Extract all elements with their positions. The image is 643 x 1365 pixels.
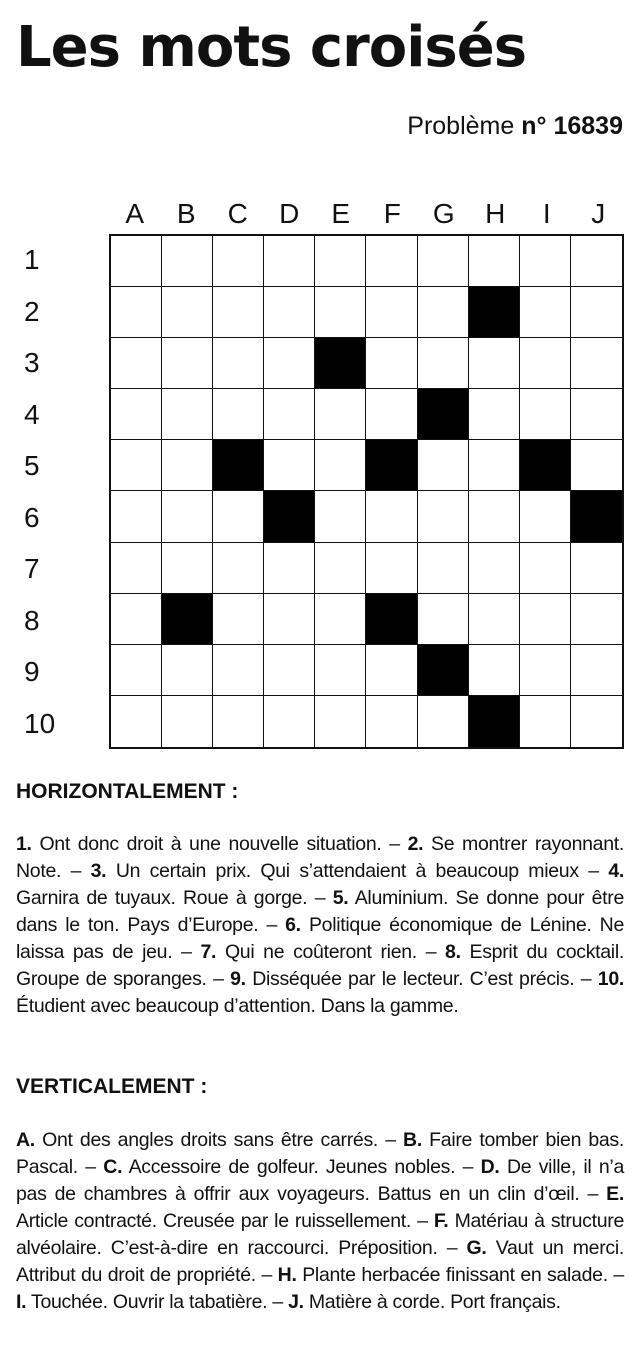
- grid-cell[interactable]: [162, 389, 213, 440]
- grid-cell[interactable]: [264, 645, 315, 696]
- grid-cell[interactable]: [111, 491, 162, 542]
- clue-number: 6.: [285, 914, 301, 936]
- problem-label: Problème: [407, 112, 515, 140]
- grid-cell-black: [366, 440, 417, 491]
- column-header: C: [227, 198, 248, 229]
- grid-cell[interactable]: [366, 338, 417, 389]
- row-header: 7: [24, 553, 40, 584]
- grid-cell[interactable]: [469, 645, 520, 696]
- column-header: E: [331, 198, 351, 229]
- clue-text: Ont donc droit à une nouvelle situation.: [39, 833, 382, 855]
- grid-cell[interactable]: [469, 491, 520, 542]
- horizontal-clues: 1. Ont donc droit à une nouvelle situation. – 2. Se montrer rayonnant. Note. – 3. Un certain prix. Qui s’attendaient à beaucoup mieux – 4. Garnira de tuyaux. Roue à gorge. – 5. Aluminium. Se donne pour être dans le ton. Pays d’Europe. – 6. Politique économique de Lénine. Ne laissa pas de jeu. – 7. Qui ne coûteront rien. – 8. Esprit du cocktail. Groupe de sporanges. – 9. Disséquée par le lecteur. C’est précis. – 10. Étudient avec beaucoup d’attention. Dans la gamme.: [16, 833, 625, 1017]
- column-header: D: [279, 198, 300, 229]
- grid-cell[interactable]: [571, 338, 622, 389]
- grid-cell[interactable]: [162, 287, 213, 338]
- grid-cell[interactable]: [264, 236, 315, 287]
- clue-text: Un certain prix. Qui s’attendaient à beaucoup mieux: [115, 860, 579, 882]
- clue-number: G.: [466, 1237, 487, 1259]
- grid-cell[interactable]: [162, 645, 213, 696]
- grid-cell[interactable]: [264, 543, 315, 594]
- grid-cell[interactable]: [213, 543, 264, 594]
- grid-cell[interactable]: [315, 491, 366, 542]
- clue-number: 10.: [597, 968, 624, 990]
- grid-cell[interactable]: [315, 389, 366, 440]
- grid-cell[interactable]: [418, 440, 469, 491]
- clue-text: Étudient avec beaucoup d’attention. Dans la gamme.: [16, 995, 459, 1017]
- grid-cell[interactable]: [520, 491, 571, 542]
- grid-cell[interactable]: [366, 287, 417, 338]
- grid-cell[interactable]: [264, 287, 315, 338]
- grid-cell[interactable]: [520, 389, 571, 440]
- clue-number: E.: [606, 1183, 624, 1205]
- grid-cell[interactable]: [418, 543, 469, 594]
- grid-cell[interactable]: [264, 338, 315, 389]
- clue-text: Plante herbacée finissant en salade.: [302, 1264, 608, 1286]
- grid-cell[interactable]: [315, 440, 366, 491]
- grid-cell[interactable]: [264, 696, 315, 747]
- grid-cell[interactable]: [366, 491, 417, 542]
- row-header: 8: [24, 604, 40, 636]
- column-header: H: [485, 198, 506, 229]
- grid-cell[interactable]: [264, 389, 315, 440]
- grid-cell[interactable]: [111, 287, 162, 338]
- grid-cell[interactable]: [418, 287, 469, 338]
- clue-number: 1.: [16, 833, 32, 855]
- grid-cell[interactable]: [520, 696, 571, 747]
- grid-cell[interactable]: [366, 389, 417, 440]
- grid-cell-black: [162, 594, 213, 645]
- row-header: 5: [24, 450, 40, 481]
- grid-cell[interactable]: [315, 287, 366, 338]
- clue-number: C.: [103, 1156, 123, 1178]
- grid-cell[interactable]: [111, 338, 162, 389]
- clue-text: Article contracté. Creusée par le ruissellement.: [16, 1210, 411, 1232]
- grid-cell[interactable]: [315, 696, 366, 747]
- grid-cell[interactable]: [571, 645, 622, 696]
- grid-cell[interactable]: [366, 236, 417, 287]
- clue-text: Qui ne coûteront rien.: [224, 941, 417, 963]
- grid-cell-black: [418, 389, 469, 440]
- grid-cell[interactable]: [213, 491, 264, 542]
- clue-number: 4.: [608, 860, 625, 882]
- page-title: Les mots croisés: [16, 15, 527, 80]
- clue-text: Esprit du cocktail. Groupe de sporanges.: [16, 941, 624, 990]
- clue-text: Accessoire de golfeur. Jeunes nobles.: [128, 1156, 456, 1178]
- clue-number: B.: [403, 1129, 422, 1151]
- grid-cell[interactable]: [315, 543, 366, 594]
- grid-cell-black: [315, 338, 366, 389]
- grid-cell[interactable]: [469, 389, 520, 440]
- grid-cell[interactable]: [162, 338, 213, 389]
- grid-cell[interactable]: [366, 543, 417, 594]
- grid-cell[interactable]: [315, 594, 366, 645]
- clue-number: 7.: [200, 941, 217, 963]
- grid-cell[interactable]: [520, 543, 571, 594]
- column-header: G: [432, 198, 455, 229]
- grid-cell[interactable]: [111, 645, 162, 696]
- column-header: F: [383, 198, 401, 229]
- column-header: B: [176, 198, 196, 229]
- clue-text: Faire tomber bien bas. Pascal.: [16, 1129, 624, 1178]
- clue-text: Ont des angles droits sans être carrés.: [42, 1129, 379, 1151]
- clue-number: 5.: [332, 887, 349, 909]
- clue-text: Politique économique de Lénine. Ne laissa pas de jeu.: [16, 914, 625, 963]
- grid-cell-black: [469, 696, 520, 747]
- grid-cell[interactable]: [520, 645, 571, 696]
- vertical-clues: A. Ont des angles droits sans être carrés. – B. Faire tomber bien bas. Pascal. – C. Accessoire de golfeur. Jeunes nobles. – D. De ville, il n’a pas de chambres à offrir aux voyageurs. Battus en un clin d’œil. – E. Article contracté. Creusée par le ruissellement. – F. Matériau à structure alvéolaire. C’est-à-dire en raccourci. Préposition. – G. Vaut un merci. Attribut du droit de propriété. – H. Plante herbacée finissant en salade. – I. Touchée. Ouvrir la tabatière. – J. Matière à corde. Port français.: [16, 1129, 625, 1313]
- clue-text: Touchée. Ouvrir la tabatière.: [31, 1291, 268, 1313]
- grid-cell[interactable]: [111, 543, 162, 594]
- grid-cell[interactable]: [111, 389, 162, 440]
- grid-cell[interactable]: [520, 338, 571, 389]
- horizontal-heading: HORIZONTALEMENT :: [16, 780, 239, 803]
- grid-cell[interactable]: [520, 594, 571, 645]
- clue-text: Matière à corde. Port français.: [308, 1291, 561, 1313]
- clue-number: D.: [480, 1156, 500, 1178]
- row-header: 9: [24, 656, 40, 687]
- grid-cell[interactable]: [366, 696, 417, 747]
- clue-text: Vaut un merci. Attribut du droit de propriété.: [16, 1237, 625, 1286]
- grid-cell-black: [520, 440, 571, 491]
- grid-cell-black: [469, 287, 520, 338]
- grid-cell[interactable]: [162, 543, 213, 594]
- grid-cell-black: [213, 440, 264, 491]
- grid-cell[interactable]: [469, 543, 520, 594]
- clue-number: F.: [433, 1210, 449, 1232]
- grid-cell[interactable]: [418, 236, 469, 287]
- grid-cell[interactable]: [571, 543, 622, 594]
- grid-cell[interactable]: [469, 440, 520, 491]
- clue-number: A.: [16, 1129, 35, 1151]
- grid-cell[interactable]: [111, 236, 162, 287]
- grid-cell[interactable]: [264, 594, 315, 645]
- grid-cell-black: [366, 594, 417, 645]
- grid-cell[interactable]: [418, 696, 469, 747]
- column-header: J: [591, 198, 606, 229]
- grid-cell[interactable]: [418, 594, 469, 645]
- clue-number: 9.: [230, 968, 246, 990]
- problem-number-prefix: n°: [521, 112, 547, 140]
- grid-cell[interactable]: [469, 236, 520, 287]
- grid-cell[interactable]: [213, 287, 264, 338]
- problem-number: [407, 110, 623, 142]
- clue-number: 2.: [407, 833, 424, 855]
- clue-text: Garnira de tuyaux. Roue à gorge.: [16, 887, 308, 909]
- grid-cell[interactable]: [162, 491, 213, 542]
- grid-cell[interactable]: [111, 440, 162, 491]
- grid-cell[interactable]: [469, 338, 520, 389]
- grid-cell[interactable]: [162, 236, 213, 287]
- grid-cell-black: [571, 491, 622, 542]
- grid-cell[interactable]: [213, 389, 264, 440]
- row-header: 6: [24, 501, 40, 533]
- clue-number: 3.: [90, 860, 107, 882]
- grid-cell[interactable]: [571, 236, 622, 287]
- grid-cell[interactable]: [213, 696, 264, 747]
- column-header: I: [542, 198, 551, 229]
- grid-cell[interactable]: [111, 696, 162, 747]
- grid-cell[interactable]: [520, 287, 571, 338]
- row-header: 3: [24, 347, 40, 378]
- grid-cell[interactable]: [469, 594, 520, 645]
- row-header: 10: [24, 707, 56, 739]
- row-header: 2: [24, 295, 40, 327]
- row-header: 1: [24, 244, 40, 275]
- grid-cell[interactable]: [571, 440, 622, 491]
- grid-cell[interactable]: [315, 236, 366, 287]
- grid-cell[interactable]: [571, 594, 622, 645]
- clue-number: I.: [16, 1291, 27, 1313]
- grid-cell[interactable]: [418, 491, 469, 542]
- clue-text: De ville, il n’a pas de chambres à offrir aux voyageurs. Battus en un clin d’œil.: [16, 1156, 625, 1205]
- grid-cell[interactable]: [366, 645, 417, 696]
- row-header: 4: [24, 398, 40, 430]
- grid-cell[interactable]: [111, 594, 162, 645]
- clue-text: Matériau à structure alvéolaire. C’est-à-dire en raccourci. Préposition.: [16, 1210, 625, 1259]
- column-header: A: [125, 198, 145, 229]
- problem-number-value: 16839: [553, 112, 623, 140]
- clue-number: 8.: [445, 941, 461, 963]
- clue-number: J.: [288, 1291, 304, 1313]
- grid-cell[interactable]: [571, 696, 622, 747]
- clue-text: Disséquée par le lecteur. C’est précis.: [252, 968, 575, 990]
- grid-cell[interactable]: [162, 440, 213, 491]
- grid-cell[interactable]: [162, 696, 213, 747]
- grid-cell-black: [418, 645, 469, 696]
- grid-cell-black: [264, 491, 315, 542]
- grid-cell[interactable]: [571, 389, 622, 440]
- grid-cell[interactable]: [213, 594, 264, 645]
- grid-cell[interactable]: [213, 338, 264, 389]
- grid-cell[interactable]: [264, 440, 315, 491]
- grid-cell[interactable]: [315, 645, 366, 696]
- crossword-grid: [109, 234, 624, 749]
- grid-cell[interactable]: [213, 236, 264, 287]
- clue-number: H.: [277, 1264, 297, 1286]
- clue-text: Aluminium. Se donne pour être dans le ton. Pays d’Europe.: [16, 887, 625, 936]
- grid-cell[interactable]: [520, 236, 571, 287]
- clue-text: Se montrer rayonnant. Note.: [16, 833, 624, 882]
- vertical-heading: VERTICALEMENT :: [16, 1075, 208, 1098]
- grid-cell[interactable]: [213, 645, 264, 696]
- grid-cell[interactable]: [418, 338, 469, 389]
- grid-cell[interactable]: [571, 287, 622, 338]
